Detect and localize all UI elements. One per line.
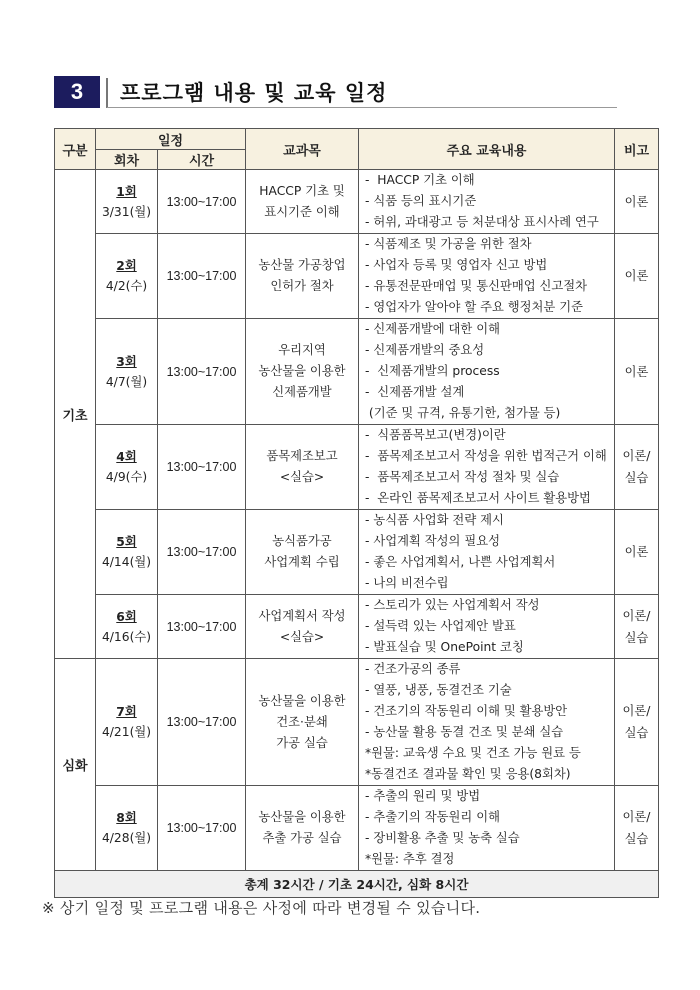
subject-line: 가공 실습	[276, 735, 328, 750]
content-item: - 농산물 활용 동결 건조 및 분쇄 실습	[365, 725, 564, 739]
note-text: 이론	[624, 364, 649, 379]
content-item: - 신제품개발의 중요성	[365, 343, 485, 357]
note-cell	[615, 425, 659, 510]
header-subject: 교과목	[246, 129, 359, 170]
note-text: 이론/	[622, 810, 651, 824]
content-item: - 열풍, 냉풍, 동결건조 기술	[365, 683, 512, 697]
content-item: (기준 및 규격, 유통기한, 첨가물 등)	[365, 406, 561, 420]
content-item: - 신제품개발의 process	[365, 364, 500, 378]
content-item: - HACCP 기초 이해	[365, 173, 475, 187]
time-cell: 13:00~17:00	[158, 170, 246, 234]
time-cell: 13:00~17:00	[158, 319, 246, 425]
note-cell	[615, 170, 659, 234]
subject-cell	[246, 510, 359, 595]
subject-line: 사업계획 수립	[264, 555, 340, 569]
subject-line: <실습>	[279, 470, 325, 484]
subject-line: 인허가 절차	[270, 279, 334, 293]
note-text: 이론/	[622, 449, 651, 463]
header-content: 주요 교육내용	[359, 129, 615, 170]
content-item: *원물: 추후 결정	[365, 852, 455, 866]
content-item: - 온라인 품목제조보고서 사이트 활용방법	[365, 491, 591, 505]
subject-cell	[246, 659, 359, 786]
content-cell	[359, 510, 615, 595]
note-text: 이론	[624, 194, 649, 209]
time-cell: 13:00~17:00	[158, 425, 246, 510]
content-cell	[359, 659, 615, 786]
header-time: 시간	[158, 150, 246, 170]
session-cell	[96, 595, 158, 659]
content-item: - 영업자가 알아야 할 주요 행정처분 기준	[365, 300, 583, 314]
subject-line: 농산물을 이용한	[258, 810, 346, 824]
session-cell	[96, 319, 158, 425]
section-title-underline	[107, 107, 617, 108]
table-row	[55, 595, 659, 659]
subject-cell	[246, 425, 359, 510]
table-row	[55, 425, 659, 510]
note-text: 실습	[624, 471, 649, 485]
header-note: 비고	[615, 129, 659, 170]
content-item: - 허위, 과대광고 등 처분대상 표시사례 연구	[365, 215, 599, 229]
subject-line: 우리지역	[278, 343, 326, 357]
subject-line: 표시기준 이해	[264, 204, 340, 219]
subject-line: 품목제조보고	[266, 449, 338, 463]
content-item: - 품목제조보고서 작성 절차 및 실습	[365, 470, 560, 484]
section-number-badge: 3	[54, 76, 100, 108]
note-text: 실습	[624, 832, 649, 846]
session-number: 3회	[116, 354, 137, 369]
schedule-change-footnote: ※ 상기 일정 및 프로그램 내용은 사정에 따라 변경될 수 있습니다.	[42, 899, 481, 917]
content-item: - 농식품 사업화 전략 제시	[365, 513, 504, 527]
content-item: - 장비활용 추출 및 농축 실습	[365, 831, 520, 845]
session-date: 4/2(수)	[105, 279, 148, 293]
header-session: 회차	[96, 150, 158, 170]
time-cell: 13:00~17:00	[158, 510, 246, 595]
time-cell: 13:00~17:00	[158, 595, 246, 659]
content-item: - 식품품목보고(변경)이란	[365, 428, 506, 442]
session-number: 6회	[116, 609, 137, 624]
content-cell	[359, 319, 615, 425]
subject-line: 농산물을 이용한	[258, 364, 346, 378]
subject-line: <실습>	[279, 629, 325, 644]
subject-line: 추출 가공 실습	[262, 831, 342, 845]
note-cell	[615, 510, 659, 595]
session-date: 4/7(월)	[105, 374, 148, 389]
content-item: - 유통전문판매업 및 통신판매업 신고절차	[365, 279, 588, 293]
content-item: - 건조가공의 종류	[365, 662, 461, 676]
content-item: - 사업자 등록 및 영업자 신고 방법	[365, 258, 548, 272]
content-item: - 나의 비전수립	[365, 576, 449, 590]
subject-line: 건조·분쇄	[276, 714, 328, 729]
content-item: - 건조기의 작동원리 이해 및 활용방안	[365, 704, 568, 718]
content-cell	[359, 425, 615, 510]
note-cell	[615, 234, 659, 319]
content-item: - 사업계획 작성의 필요성	[365, 534, 500, 548]
category-basic: 기초	[55, 170, 96, 659]
table-row	[55, 659, 659, 786]
session-date: 3/31(월)	[101, 204, 152, 219]
content-item: - 발표실습 및 OnePoint 코칭	[365, 640, 524, 654]
session-cell	[96, 510, 158, 595]
note-cell	[615, 659, 659, 786]
subject-line: 농산물을 이용한	[258, 693, 346, 708]
content-item: - 신제품개발에 대한 이해	[365, 322, 500, 336]
content-item: - 설득력 있는 사업제안 발표	[365, 619, 516, 633]
note-cell	[615, 595, 659, 659]
note-text: 이론	[624, 545, 649, 559]
subject-line: 신제품개발	[272, 385, 332, 399]
content-item: - 스토리가 있는 사업계획서 작성	[365, 598, 540, 612]
content-cell	[359, 234, 615, 319]
subject-line: 농식품가공	[272, 534, 332, 548]
content-item: - 좋은 사업계획서, 나쁜 사업계획서	[365, 555, 556, 569]
note-text: 이론/	[622, 608, 651, 623]
session-number: 7회	[116, 705, 137, 719]
table-row	[55, 234, 659, 319]
content-item: - 식품 등의 표시기준	[365, 194, 477, 208]
session-cell	[96, 170, 158, 234]
category-advanced: 심화	[55, 659, 96, 871]
content-item: - 추출기의 작동원리 이해	[365, 810, 500, 824]
session-cell	[96, 425, 158, 510]
subject-line: 사업계획서 작성	[258, 608, 346, 623]
content-item: - 신제품개발 설계	[365, 385, 465, 399]
session-date: 4/9(수)	[105, 470, 148, 484]
note-text: 실습	[624, 726, 649, 740]
subject-cell	[246, 170, 359, 234]
session-date: 4/14(월)	[101, 555, 152, 569]
subject-cell	[246, 595, 359, 659]
session-cell	[96, 659, 158, 786]
session-number: 8회	[116, 811, 137, 825]
content-item: - 품목제조보고서 작성을 위한 법적근거 이해	[365, 449, 607, 463]
session-cell	[96, 786, 158, 871]
subject-cell	[246, 786, 359, 871]
time-cell: 13:00~17:00	[158, 659, 246, 786]
note-text: 이론	[624, 269, 649, 283]
content-item: - 추출의 원리 및 방법	[365, 789, 481, 803]
table-row	[55, 319, 659, 425]
table-row	[55, 170, 659, 234]
header-schedule: 일정	[96, 129, 246, 150]
header-category: 구분	[55, 129, 96, 170]
content-cell	[359, 170, 615, 234]
session-number: 5회	[116, 535, 137, 549]
total-hours-summary: 총계 32시간 / 기초 24시간, 심화 8시간	[55, 871, 659, 898]
note-cell	[615, 786, 659, 871]
subject-cell	[246, 319, 359, 425]
session-date: 4/28(월)	[101, 831, 152, 845]
session-date: 4/16(수)	[101, 629, 152, 644]
content-cell	[359, 786, 615, 871]
table-row	[55, 510, 659, 595]
section-divider-bar	[106, 78, 108, 108]
session-cell	[96, 234, 158, 319]
session-number: 1회	[116, 184, 137, 199]
note-text: 실습	[624, 630, 649, 645]
content-cell	[359, 595, 615, 659]
session-number: 4회	[116, 450, 137, 464]
section-header	[54, 76, 617, 108]
content-item: *동결건조 결과물 확인 및 응용(8회차)	[365, 767, 571, 781]
subject-line: HACCP 기초 및	[259, 183, 345, 198]
schedule-table	[54, 128, 659, 898]
subject-cell	[246, 234, 359, 319]
time-cell: 13:00~17:00	[158, 234, 246, 319]
content-item: - 식품제조 및 가공을 위한 절차	[365, 237, 532, 251]
table-row	[55, 786, 659, 871]
subject-line: 농산물 가공창업	[258, 258, 346, 272]
time-cell: 13:00~17:00	[158, 786, 246, 871]
section-title: 프로그램 내용 및 교육 일정	[120, 81, 388, 105]
content-item: *원물: 교육생 수요 및 건조 가능 원료 등	[365, 746, 581, 760]
note-text: 이론/	[622, 704, 651, 718]
note-cell	[615, 319, 659, 425]
session-number: 2회	[116, 259, 137, 273]
session-date: 4/21(월)	[101, 725, 152, 739]
